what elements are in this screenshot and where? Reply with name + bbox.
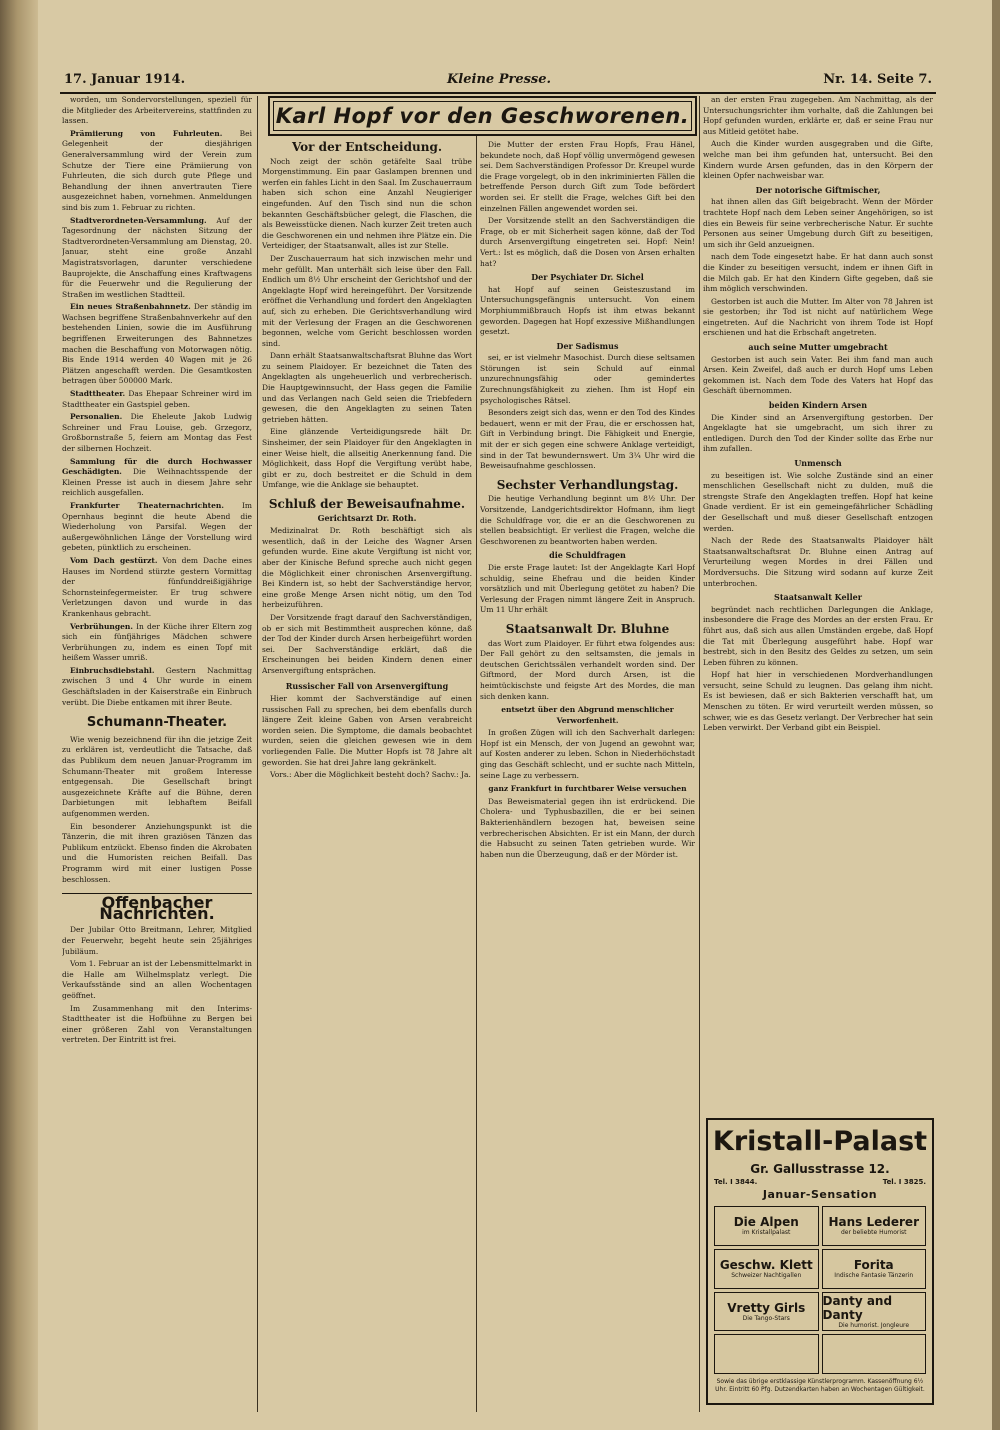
article-text: Gestorben ist auch sein Vater. Bei ihm fand man auch Arsen. Kein Zweifel, daß auch er durch Hopf ums Leben gekommen ist. Nach dem Tode des Vaters hat Hopf das Geschäft übernommen. <box>703 354 933 396</box>
article-text: hat Hopf auf seinen Geisteszustand im Untersuchungsgefängnis untersucht. Von einem Morphiummißbrauch Hopfs ist ihm etwas bekannt geworden. Dagegen hat Hopf exzessive Mißhandlungen gesetzt. <box>480 284 695 337</box>
subheading: Der Psychiater Dr. Sichel <box>531 272 644 283</box>
article-heading: Stadttheater. <box>70 389 126 399</box>
article-text: Im Opernhaus beginnt die heute Abend die Wiederholung von Parsifal. Wegen der außergewöhnlichen Länge der Vorstellung wird gebeten, pünktlich zu erscheinen. <box>62 500 252 553</box>
article-text: begründet nach rechtlichen Darlegungen die Anklage, insbesondere die Frage des Mordes an der ersten Frau. Er führt aus, daß sich aus allen Umständen ergebe, daß Hopf die Tat mit Überlegung ausgeführt habe. Hopf war bestrebt, sich in den Besitz des Geldes zu setzen, um sein Leben führen zu können. <box>703 604 933 667</box>
ad-address: Gr. Gallusstrasse 12. <box>750 1162 890 1176</box>
ad-acts-grid <box>714 1206 926 1374</box>
column-rule <box>699 96 700 1412</box>
article-heading: Vom Dach gestürzt. <box>70 555 158 565</box>
article-text: Dann erhält Staatsanwaltschaftsrat Bluhne das Wort zu seinem Plaidoyer. Er bezeichnet die Taten des Angeklagten als ungeheuerlich und verbrecherisch. Die Hauptgewinnsucht, der Hass gegen die Familie und das Verlangen nach Geld seien die Triebfedern gewesen, die den Angeklagten zu seinen Taten getrieben hätten. <box>262 351 472 424</box>
section-title: Staatsanwalt Dr. Bluhne <box>505 621 670 636</box>
act-desc: Die Tango-Stars <box>742 1314 790 1322</box>
column-trial-2 <box>262 140 472 1415</box>
article-text: Bei Gelegenheit der diesjährigen Generalversammlung wird der Verein zum Schutze der Tiere eine Prämiierung von Fuhrleuten, die sich durch gute Pflege und Behandlung der ihnen anvertrauten Tiere ausgezeichnet haben, vornehmen. Anmeldungen sind bis zum 1. Februar zu richten. <box>62 128 252 212</box>
subheading: Unmensch <box>794 458 842 468</box>
article-text: Der Zuschauerraum hat sich inzwischen mehr und mehr gefüllt. Man unterhält sich leise über den Fall. Endlich um 8½ Uhr erscheint der Gerichtshof und der Angeklagte Hopf wird hereingeführt. Der Vorsitzende eröffnet die Verhandlung und fordert den Angeklagten auf, sich zu erheben. Die Gerichtsverhandlung wird mit der Verlesung der Fragen an die Geschworenen begonnen, welche vom Gericht beschlossen worden sind. <box>262 253 472 348</box>
article-text: Medizinalrat Dr. Roth beschäftigt sich als wesentlich, daß in der Leiche des Wagner Arsen gefunden wurde. Eine akute Vergiftung ist nicht vor, aber der Kinische Befund spreche auch nicht gegen die Möglichkeit einer chronischen Arsenvergiftung. Bei Kindern ist, so hebt der Sachverständige hervor, eine große Menge Arsen nicht nötig, um den Tod herbeizuführen. <box>262 526 472 610</box>
subheading: Der notorische Giftmischer, <box>755 184 881 195</box>
column-rule <box>476 136 477 1412</box>
article-text: Die Kinder sind an Arsenvergiftung gestorben. Der Angeklagte hat sie umgebracht, um sich ihrer zu entledigen. Durch den Tod der Kinder sollte das Erbe nur ihm zufallen. <box>703 412 933 454</box>
article-text: das Wort zum Plaidoyer. Er führt etwa folgendes aus: Der Fall gehört zu den seltsamsten, die jemals in deutschen Gerichtssälen verhandelt worden sind. Der Giftmord, der Mord durch Arsen, ist die heimtückischste und feigste Art des Mordes, die man sich denken kann. <box>480 638 695 701</box>
article-text: Vom 1. Februar an ist der Lebensmittelmarkt in die Halle am Wilhelmsplatz verlegt. Die Verkaufsstände sind an allen Wochentagen geöffnet. <box>62 959 252 1000</box>
article-text: Hier kommt der Sachverständige auf einen russischen Fall zu sprechen, bei dem ebenfalls durch längere Zeit kleine Gaben von Arsen verabreicht worden seien. Die Symptome, die damals beobachtet wurden, seien die gleichen gewesen wie in dem vorliegenden Falle. Die Mutter Hopfs ist 78 Jahre alt geworden. Sie hat drei Jahre lang gekränkelt. <box>262 694 472 767</box>
article-text: Die erste Frage lautet: Ist der Angeklagte Karl Hopf schuldig, seine Ehefrau und die beiden Kinder vorsätzlich und mit Überlegung getötet zu haben? Die Verlesung der Fragen nimmt längere Zeit in Anspruch. Um 11 Uhr erhält <box>480 562 695 615</box>
article-text: Der ständig im Wachsen begriffene Straßenbahnverkehr auf den bestehenden Linien, sowie die im Ausführung begriffenen Erweiterungen des Bahnnetzes machen die Beschaffung von Motorwagen nötig. Bis Ende 1914 werden 40 Wagen mit je 26 Plätzen angeschafft werden. Die Gesamtkosten betragen über 500000 Mark. <box>62 302 252 386</box>
article-text: In großen Zügen will ich den Sachverhalt darlegen: Hopf ist ein Mensch, der von Jugend an gewohnt war, auf Kosten anderer zu leben. Schon in Niederhöchstadt ging das Geschäft schlecht, und er suchte nach Mitteln, seine Lage zu verbessern. <box>480 728 695 780</box>
subheading: Staatsanwalt Keller <box>774 592 862 603</box>
article-text: Ein besonderer Anziehungspunkt ist die Tänzerin, die mit ihren graziösen Tänzen das Publikum entzückt. Ebenso finden die Akrobaten und die Humoristen reichen Beifall. Das Programm wird mit einer lustigen Posse beschlossen. <box>62 821 252 884</box>
ad-footer: Sowie das übrige erstklassige Künstlerprogramm. Kassenöffnung 6½ Uhr. Eintritt 60 Pfg. Dutzendkarten haben an Wochentagen Gültigkeit. <box>715 1378 925 1393</box>
subheading: die Schuldfragen <box>549 550 626 561</box>
ad-headline: Januar-Sensation <box>762 1188 878 1201</box>
article-text: Vors.: Aber die Möglichkeit besteht doch? Sachv.: Ja. <box>270 770 471 780</box>
ad-blank-cell <box>822 1334 927 1374</box>
act-name: Die Alpen <box>733 1215 799 1230</box>
main-headline: Karl Hopf vor den Geschworenen. <box>275 104 690 128</box>
header-rule <box>60 92 936 94</box>
article-text: Von dem Dache eines Hauses im Nordend stürzte gestern Vormittag der fünfunddreißigjährige Schornsteinfegermeister. Er trug schwere Verletzungen davon und wurde in das Krankenhaus gebracht. <box>62 555 252 618</box>
article-text: sei, er ist vielmehr Masochist. Durch diese seltsamen Störungen ist sein Schuld auf einmal unzurechnungsfähig oder gemindertes Zurechnungsfähigkeit zu ziehen. Ihm ist Hopf ein psychologisches Rätsel. <box>480 353 695 405</box>
subheading: Der Sadismus <box>556 340 619 351</box>
act-name: Vretty Girls <box>727 1300 806 1315</box>
ad-act <box>714 1206 819 1246</box>
article-heading: Ein neues Straßenbahnnetz. <box>70 302 191 312</box>
subheading: auch seine Mutter umgebracht <box>748 342 888 353</box>
article-heading: Personalien. <box>70 412 123 422</box>
article-heading: Sammlung für die durch Hochwasser Geschädigten. <box>62 456 252 477</box>
act-name: Geschw. Klett <box>719 1258 813 1273</box>
act-desc: Die humorist. Jongleure <box>838 1321 910 1329</box>
article-text: hat ihnen allen das Gift beigebracht. Wenn der Mörder trachtete Hopf nach dem Leben seiner Angehörigen, so ist dies ein Beweis für seine verbrecherische Natur. Er suchte Personen aus seiner Umgebung durch Gift zu beseitigen, um sich ihr Geld anzueignen. <box>703 197 933 249</box>
page-header <box>62 70 934 90</box>
column-local-news <box>62 95 252 1415</box>
article-text: nach dem Tode eingesetzt habe. Er hat dann auch sonst die Kinder zu beseitigen versucht, indem er ihnen Gift in die Milch gab. Er hat den Kindern Gifte gegeben, daß sie ihm möglich verschwinden. <box>703 252 933 294</box>
column-trial-3 <box>480 140 695 1415</box>
ad-act <box>822 1206 927 1246</box>
issue-number: Nr. 14. Seite 7. <box>823 72 932 87</box>
article-text: Der Jubilar Otto Breitmann, Lehrer, Mitglied der Feuerwehr, begeht heute sein 25jähriges Jubiläum. <box>62 925 252 956</box>
article-text: Das Beweismaterial gegen ihn ist erdrückend. Die Cholera- und Typhusbazillen, die er bei seinen Bakterienhändlern bezogen hat, beweisen seine verbrecherischen Absichten. Er ist ein Mann, der durch die Habsucht zu seinen Taten getrieben wurde. Wir haben nun die Überzeugung, daß er der Mörder ist. <box>480 796 695 859</box>
ad-act <box>822 1249 927 1289</box>
article-text: Auch die Kinder wurden ausgegraben und die Gifte, welche man bei ihm gefunden hat, untersucht. Bei den Kindern wurde Arsen gefunden, das in den Körpern der kleinen Opfer nachweisbar war. <box>703 139 933 181</box>
article-heading: Prämiierung von Fuhrleuten. <box>70 128 223 138</box>
section-title: Schluß der Beweisaufnahme. <box>268 497 466 511</box>
act-desc: Schweizer Nachtigallen <box>731 1272 802 1280</box>
article-text: Die heutige Verhandlung beginnt um 8½ Uhr. Der Vorsitzende, Landgerichtsdirektor Hofmann, ihm liegt die Schuldfrage vor, die er an die Geschworenen zu stellen beabsichtigt. Er verliest die Fragen, welche die Geschworenen zu beantworten haben werden. <box>480 494 695 546</box>
article-text: Noch zeigt der schön getäfelte Saal trübe Morgenstimmung. Ein paar Gaslampen brennen und werfen ein fahles Licht in den Saal. Im Zuschauerraum haben sich schon eine Anzahl Neugieriger eingefunden. Auf den Tisch sind nun die schon bekannten Geschäftsbücher gelegt, die Flaschen, die als Beweisstücke dienen. Nach kurzer Zeit treten auch die Geschworenen ein und nehmen ihre Plätze ein. Die Verteidiger, der Staatsanwalt, alles ist zur Stelle. <box>262 156 472 251</box>
ad-blank-cell <box>714 1334 819 1374</box>
article-heading: Einbruchsdiebstahl. <box>70 665 155 675</box>
subheading: ganz Frankfurt in furchtbarer Weise versuchen <box>488 784 687 794</box>
column-rule <box>257 96 258 1412</box>
article-text: Hopf hat hier in verschiedenen Mordverhandlungen versucht, seine Schuld zu leugnen. Das gelang ihm nicht. Es ist bewiesen, daß er sich Bakterien verschafft hat, um Menschen zu töten. Er wird verurteilt werden müssen, so schwer, wie es das Gesetz verlangt. Der Verbrecher hat sein Leben verwirkt. Der Verband gibt ein Beispiel. <box>703 670 933 733</box>
page-edge <box>992 0 1000 1430</box>
article-text: In der Küche ihrer Eltern zog sich ein fünfjähriges Mädchen schwere Verbrühungen zu, indem es einen Topf mit heißem Wasser umriß. <box>62 621 252 663</box>
article-text: Im Zusammenhang mit den Interims-Stadttheater ist die Hofbühne zu Bergen bei einer größeren Zahl von Veranstaltungen vertreten. Der Eintritt ist frei. <box>62 1003 252 1045</box>
article-text: an der ersten Frau zugegeben. Am Nachmittag, als der Untersuchungsrichter ihm vorhalte, daß die Zahlungen bei Hopf gefunden wurden, erklärte er, daß er seine Frau nur aus Mitleid getötet habe. <box>703 95 933 136</box>
article-text: Gestorben ist auch die Mutter. Im Alter von 78 Jahren ist sie gestorben; ihr Tod ist nicht auf natürlichem Wege eingetreten. Auf die Nachricht von ihrem Tode ist Hopf erschienen und hat die Erbschaft angetreten. <box>703 296 933 338</box>
article-text: Der Vorsitzende fragt darauf den Sachverständigen, ob er sich mit Bestimmtheit ausprechen könne, daß der Tod der Kinder durch Arsen herbeigeführt worden sei. Der Sachverständige erklärt, daß die Erscheinungen bei beiden Kindern denen einer Arsenvergiftung entsprächen. <box>262 612 472 675</box>
article-text: Die Mutter der ersten Frau Hopfs, Frau Hänel, bekundete noch, daß Hopf völlig unvermögend gewesen sei. Dem Sachverständigen Professor Dr. Kreupel wurde die Frage vorgelegt, ob in den inkriminierten Fällen die betreffende Person durch Gift zum Tode befördert worden sei. Er stellt die Frage, welches Gift bei den einzelnen Fällen angewendet worden sei. <box>480 140 695 213</box>
page-binding <box>0 0 38 1430</box>
article-heading: Stadtverordneten-Versammlung. <box>70 215 207 225</box>
article-text: Nach der Rede des Staatsanwalts Plaidoyer hält Staatsanwaltschaftsrat Dr. Bluhne einen Antrag auf Verurteilung wegen Mordes in drei Fällen und Mordversuchs. Die Sitzung wird sodann auf kurze Zeit unterbrochen. <box>703 536 933 588</box>
article-text: Besonders zeigt sich das, wenn er den Tod des Kindes bedauert, wenn er mit der Frau, die er erschossen hat, Gift in Verbindung bringt. Die Fähigkeit und Energie, mit der er sich gegen eine schwere Anklage verteidigt, sind in der Tat bewundernswert. Um 3¼ Uhr wird die Beweisaufnahme geschlossen. <box>480 408 695 471</box>
act-desc: Indische Fantasie Tänzerin <box>834 1272 914 1280</box>
act-name: Danty and Danty <box>822 1293 893 1322</box>
ad-telephone: Tel. I 3844. <box>714 1178 758 1186</box>
article-text: Das Ehepaar Schreiner wird im Stadttheater ein Gastspiel geben. <box>62 389 252 409</box>
article-text: Die Weihnachtsspende der Kleinen Presse ist auch in diesem Jahre sehr reichlich ausgefallen. <box>62 467 252 498</box>
issue-date: 17. Januar 1914. <box>64 72 186 87</box>
act-desc: der beliebte Humorist <box>840 1229 907 1237</box>
act-name: Hans Lederer <box>828 1215 919 1230</box>
article-text: Die Eheleute Jakob Ludwig Schreiner und Frau Louise, geb. Grzegorz, Großbornstraße 5, feiern am Montag das Fest der silbernen Hochzeit. <box>62 412 252 453</box>
article-text: Der Vorsitzende stellt an den Sachverständigen die Frage, ob er mit Sicherheit sagen könne, daß der Tod durch Arsenvergiftung eingetreten sei. Hopf: Nein! Vert.: Ist es möglich, daß die Dosen von Arsen erhalten hat? <box>480 216 695 268</box>
article-heading: Verbrühungen. <box>70 621 133 631</box>
subheading: Gerichtsarzt Dr. Roth. <box>317 512 417 523</box>
section-title: Sechster Verhandlungstag. <box>496 477 679 492</box>
ad-act <box>714 1249 819 1289</box>
act-name: Forita <box>853 1258 894 1273</box>
section-title-theater: Schumann-Theater. <box>86 715 228 731</box>
banner-frame <box>273 101 692 131</box>
article-text: Eine glänzende Verteidigungsrede hält Dr. Sinsheimer, der sein Plaidoyer für den Angeklagten in einer Weise hielt, die allseitig Anerkennung fand. Die Möglichkeit, dass Hopf die Vergiftung verübt habe, gibt er zu, doch bestreitet er die Schuld in dem Umfange, wie die Anklage sie behauptet. <box>262 427 472 490</box>
column-trial-4 <box>703 95 933 1113</box>
ad-act <box>822 1292 927 1332</box>
article-text: Wie wenig bezeichnend für ihn die jetzige Zeit zu erklären ist, verdeutlicht die Tatsache, daß das Publikum dem neuen Januar-Programm im Schumann-Theater mit großem Interesse entgegensah. Die Gesellschaft bringt ausgezeichnete Kräfte auf die Bühne, deren Darbietungen mit lebhaftem Beifall aufgenommen werden. <box>62 734 252 818</box>
article-text: zu beseitigen ist. Wie solche Zustände sind an einer menschlichen Gesellschaft nicht zu dulden, muß die strengste Strafe den Angeklagten treffen. Hopf hat keine Gnade verdient. Er ist ein gemeingefährlicher Schädling der Gesellschaft und muß dieser Gesellschaft entzogen werden. <box>703 470 933 533</box>
main-headline-banner <box>268 96 697 136</box>
section-title-offenbach: Offenbacher Nachrichten. <box>99 893 215 923</box>
ad-telephone: Tel. I 3825. <box>882 1178 926 1186</box>
subheading: beiden Kindern Arsen <box>768 400 868 411</box>
masthead: Kleine Presse. <box>447 72 552 87</box>
subheading: Russischer Fall von Arsenvergiftung <box>285 680 449 691</box>
act-desc: im Kristallpalast <box>742 1229 791 1237</box>
article-text: Gestern Nachmittag zwischen 3 und 4 Uhr wurde in einem Geschäftsladen in der Kaiserstraße ein Einbruch verübt. Die Diebe entkamen mit ihrer Beute. <box>62 665 252 707</box>
article-heading: Frankfurter Theaternachrichten. <box>70 500 224 510</box>
article-text: worden, um Sondervorstellungen, speziell für die Mitglieder des Arbeitervereins, stattfinden zu lassen. <box>62 95 252 126</box>
ad-title: Kristall-Palast <box>712 1126 928 1157</box>
kristall-palast-advertisement <box>706 1118 934 1405</box>
subheading: entsetzt über den Abgrund menschlicher Verworfenheit. <box>501 705 674 725</box>
section-title: Vor der Entscheidung. <box>291 140 443 154</box>
ad-act <box>714 1292 819 1332</box>
article-text: Auf der Tagesordnung der nächsten Sitzung der Stadtverordneten-Versammlung am Dienstag, 20. Januar, steht eine große Anzahl Magistratsvorlagen, darunter verschiedene Bauprojekte, die Anschaffung eines Kraftwagens für die Feuerwehr und die Regulierung der Straßen im westlichen Stadtteil. <box>62 215 252 299</box>
